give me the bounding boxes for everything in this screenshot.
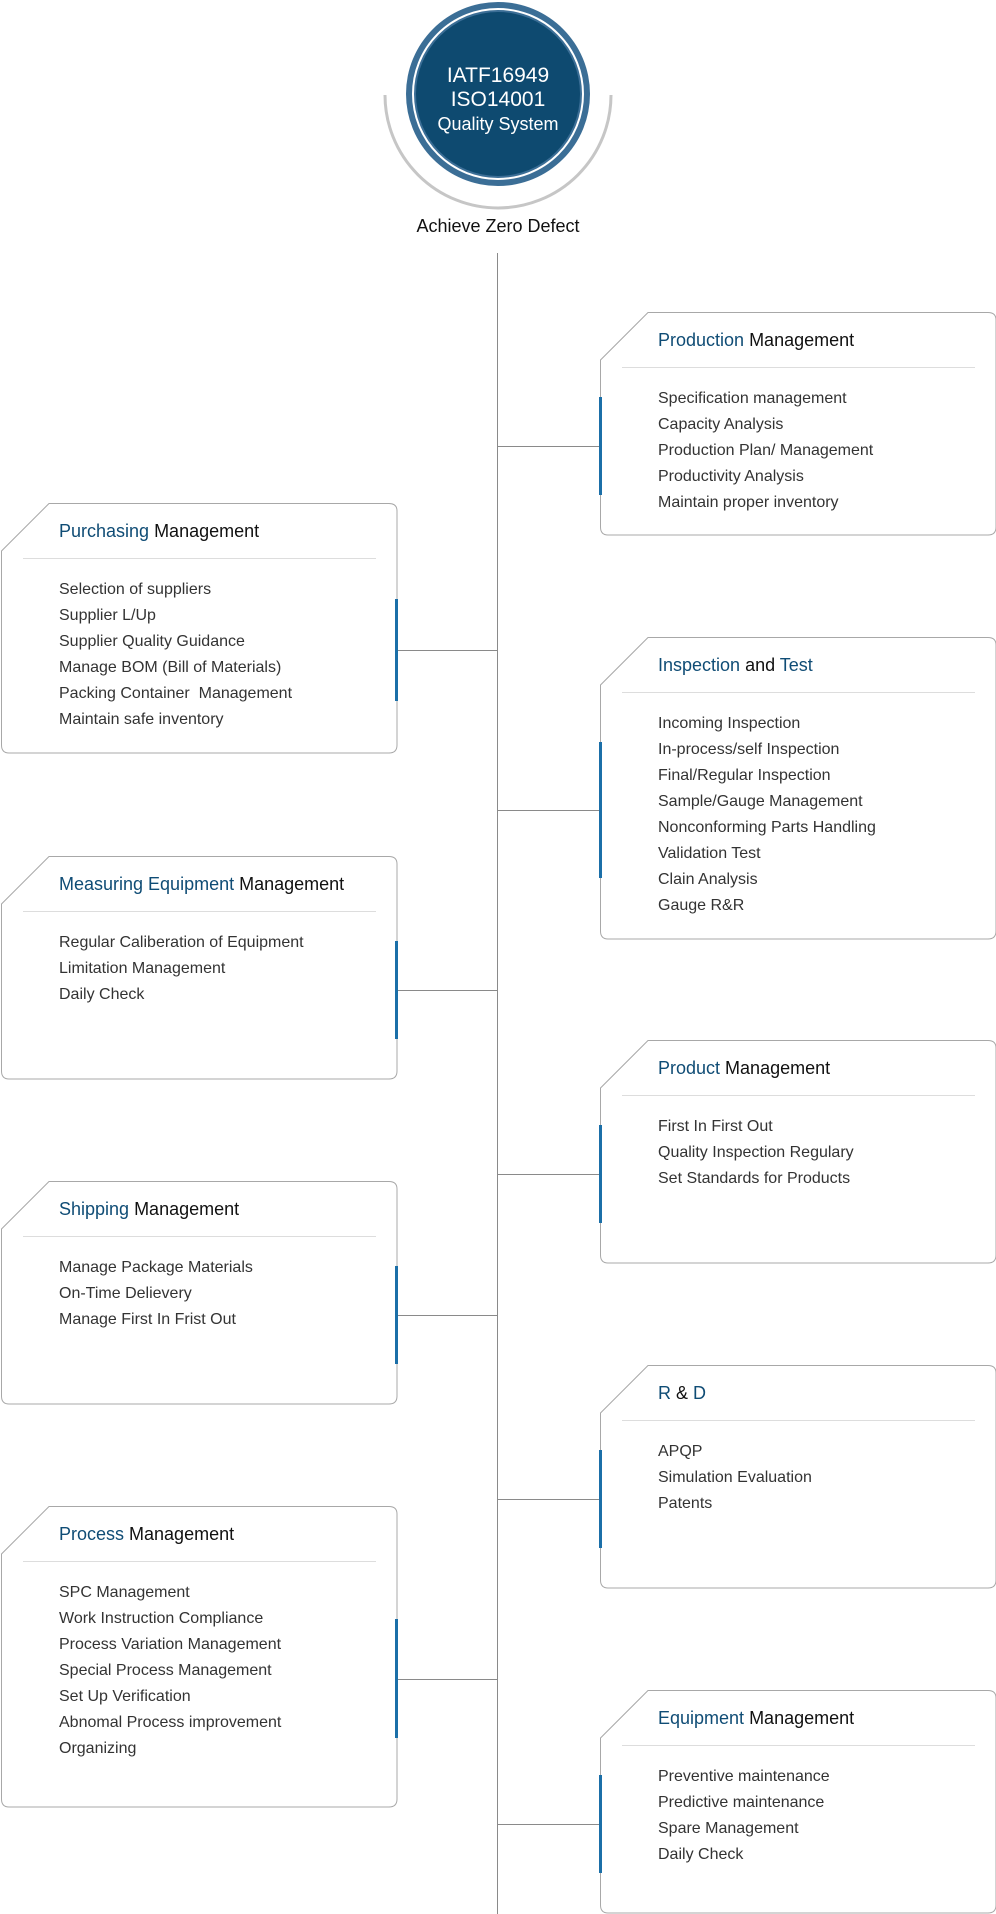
list-item: Manage First In Frist Out [59, 1311, 236, 1328]
card-divider [622, 1095, 975, 1096]
badge-line-3: Quality System [437, 114, 559, 134]
list-item: Work Instruction Compliance [59, 1610, 264, 1627]
list-item: Manage BOM (Bill of Materials) [59, 659, 282, 676]
card-title-text: Management [124, 1524, 235, 1544]
spine-connector [498, 1824, 600, 1825]
card-divider [622, 1745, 975, 1746]
list-item: Maintain safe inventory [59, 711, 224, 728]
quality-system-badge [406, 2, 590, 186]
card-item-list [658, 386, 873, 516]
list-item: Incoming Inspection [658, 715, 801, 732]
card-accent-bar [395, 599, 398, 701]
spine-connector [498, 1174, 600, 1175]
list-item: Quality Inspection Regulary [658, 1144, 854, 1161]
card-production-management [600, 312, 996, 535]
list-item: Patents [658, 1495, 713, 1512]
list-item: Final/Regular Inspection [658, 767, 831, 784]
list-item: Supplier Quality Guidance [59, 633, 245, 650]
spine-connector [498, 1499, 600, 1500]
card-title [59, 521, 259, 542]
card-title-highlight: Inspection [658, 655, 741, 675]
card-item-list [658, 1764, 830, 1868]
list-item: Validation Test [658, 845, 761, 862]
card-divider [622, 367, 975, 368]
list-item: APQP [658, 1443, 703, 1460]
badge-core [416, 12, 580, 176]
list-item: First In First Out [658, 1118, 773, 1135]
card-title [59, 874, 344, 895]
card-title-text: Management [149, 521, 260, 541]
card-inspection-and-test [600, 637, 996, 939]
diagram-subtitle: Achieve Zero Defect [416, 216, 580, 236]
card-title-highlight: Process [59, 1524, 125, 1544]
card-divider [622, 692, 975, 693]
card-process-management [1, 1506, 398, 1807]
list-item: Selection of suppliers [59, 581, 212, 598]
list-item: Supplier L/Up [59, 607, 156, 624]
list-item: Abnomal Process improvement [59, 1714, 282, 1731]
spine-connector [397, 990, 497, 991]
card-accent-bar [599, 397, 602, 495]
list-item: Spare Management [658, 1820, 799, 1837]
list-item: Process Variation Management [59, 1636, 282, 1653]
card-title [658, 1383, 706, 1404]
central-spine-line [497, 253, 498, 1914]
list-item: Limitation Management [59, 960, 226, 977]
card-measuring-equipment-management [1, 856, 398, 1079]
card-title-highlight: Product [658, 1058, 721, 1078]
card-r-d [600, 1365, 996, 1588]
list-item: In-process/self Inspection [658, 741, 840, 758]
list-item: Clain Analysis [658, 871, 758, 888]
list-item: Set Standards for Products [658, 1170, 851, 1187]
card-item-list [59, 1255, 253, 1333]
badge-line-1: IATF16949 [446, 64, 550, 87]
card-divider [622, 1420, 975, 1421]
card-product-management [600, 1040, 996, 1263]
list-item: Preventive maintenance [658, 1768, 830, 1785]
card-purchasing-management [1, 503, 398, 753]
card-item-list [658, 711, 876, 919]
list-item: SPC Management [59, 1584, 190, 1601]
list-item: Production Plan/ Management [658, 442, 874, 459]
list-item: Capacity Analysis [658, 416, 784, 433]
list-item: Nonconforming Parts Handling [658, 819, 876, 836]
list-item: Organizing [59, 1740, 137, 1757]
spine-connector [397, 1679, 497, 1680]
card-shipping-management [1, 1181, 398, 1404]
card-title-text: Management [720, 1058, 831, 1078]
spine-connector [397, 650, 497, 651]
card-item-list [59, 930, 304, 1008]
list-item: Gauge R&R [658, 897, 745, 914]
list-item: Packing Container Management [59, 685, 293, 702]
card-title [658, 1708, 854, 1729]
card-accent-bar [395, 941, 398, 1039]
list-item: Daily Check [658, 1846, 744, 1863]
card-title-text: Management [129, 1199, 240, 1219]
card-title-text: and [740, 655, 780, 675]
card-title-highlight: Equipment [658, 1708, 745, 1728]
card-accent-bar [395, 1266, 398, 1364]
card-title [658, 1058, 830, 1079]
list-item: Specification management [658, 390, 847, 407]
list-item: Predictive maintenance [658, 1794, 825, 1811]
card-divider [23, 558, 376, 559]
list-item: Set Up Verification [59, 1688, 191, 1705]
list-item: Manage Package Materials [59, 1259, 253, 1276]
card-accent-bar [599, 1450, 602, 1548]
card-title-highlight: D [693, 1383, 707, 1403]
spine-connector [397, 1315, 497, 1316]
card-title [59, 1199, 239, 1220]
list-item: Productivity Analysis [658, 468, 804, 485]
card-title [59, 1524, 234, 1545]
card-item-list [59, 1580, 281, 1762]
card-item-list [59, 577, 292, 733]
list-item: Special Process Management [59, 1662, 272, 1679]
list-item: Maintain proper inventory [658, 494, 839, 511]
card-title [658, 330, 854, 351]
card-item-list [658, 1439, 812, 1517]
card-accent-bar [599, 742, 602, 878]
list-item: Daily Check [59, 986, 145, 1003]
card-title-text: Management [744, 1708, 855, 1728]
card-divider [23, 1561, 376, 1562]
card-title-highlight: R [658, 1383, 671, 1403]
list-item: Simulation Evaluation [658, 1469, 812, 1486]
list-item: On-Time Delievery [59, 1285, 192, 1302]
card-title-highlight: Test [779, 655, 813, 675]
badge-line-2: ISO14001 [450, 88, 546, 111]
card-title [658, 655, 813, 676]
card-title-highlight: Shipping [59, 1199, 130, 1219]
card-accent-bar [599, 1125, 602, 1223]
card-title-highlight: Measuring Equipment [59, 874, 235, 894]
card-title-highlight: Production [658, 330, 745, 350]
card-accent-bar [395, 1619, 398, 1738]
card-item-list [658, 1114, 854, 1192]
card-title-text: & [671, 1383, 694, 1403]
card-divider [23, 1236, 376, 1237]
spine-connector [498, 446, 600, 447]
card-title-highlight: Purchasing [59, 521, 150, 541]
card-divider [23, 911, 376, 912]
list-item: Sample/Gauge Management [658, 793, 863, 810]
card-title-text: Management [744, 330, 855, 350]
badge-text [416, 64, 580, 136]
list-item: Regular Caliberation of Equipment [59, 934, 304, 951]
card-accent-bar [599, 1775, 602, 1873]
card-equipment-management [600, 1690, 996, 1913]
card-title-text: Management [234, 874, 345, 894]
spine-connector [498, 810, 600, 811]
